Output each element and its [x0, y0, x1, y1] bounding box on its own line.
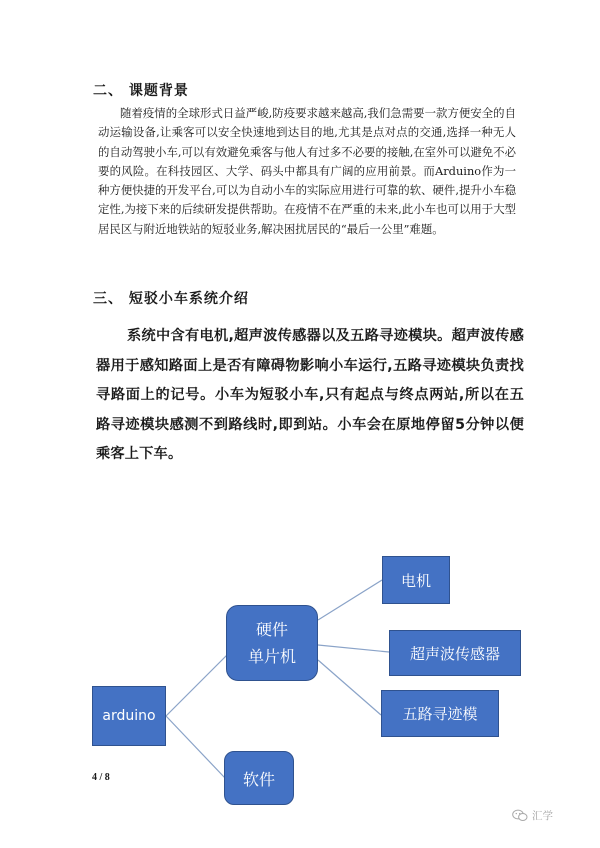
connector-root-software: [166, 716, 225, 778]
connector-hardware-ultrasonic: [318, 645, 389, 652]
diagram-node-tracker: [381, 690, 499, 737]
diagram-node-motor-label: 电机: [400, 571, 431, 590]
connector-root-hardware: [166, 655, 227, 716]
diagram-node-software-label: 软件: [242, 769, 275, 789]
diagram-node-ultrasonic: [389, 630, 521, 676]
diagram-node-arduino-label: arduino: [102, 708, 156, 724]
connector-hardware-motor: [318, 580, 382, 620]
diagram-node-hardware: [226, 605, 318, 681]
section-2-paragraph: 随着疫情的全球形式日益严峻,防疫要求越来越高,我们急需要一款方便安全的自动运输设备,让乘客可以安全快速地到达目的地,尤其是点对点的交通,选择一种无人的自动驾驶小车,可以有效避免乘客与他人有过多不必要的接触,在室外可以避免不必要的风险。在科技园区、大学、码头中都具有广阔的应用前景。而Arduino作为一种方便快捷的开发平台,可以为自动小车的实际应用进行可靠的软、硬件,提升小车稳定性,为接下来的后续研发提供帮助。在疫情不在严重的未来,此小车也可以用于大型居民区与附近地铁站的短驳业务,解决困扰居民的“最后一公里”难题。: [98, 106, 516, 236]
diagram-node-hardware-line2: 单片机: [247, 647, 296, 666]
diagram-node-software: [224, 751, 294, 805]
watermark: [512, 808, 553, 823]
section-3-heading: 三、 短驳小车系统介绍: [93, 291, 249, 307]
diagram-node-tracker-label: 五路寻迹模: [402, 705, 478, 723]
watermark-text: 汇学: [532, 810, 553, 822]
diagram-node-ultrasonic-label: 超声波传感器: [409, 644, 500, 663]
diagram-node-motor: [382, 556, 450, 604]
wechat-icon: [512, 809, 528, 822]
page-number: 4 / 8: [92, 772, 110, 783]
connector-hardware-tracker: [318, 660, 381, 715]
section-2-heading: 二、 课题背景: [93, 83, 189, 99]
diagram-node-arduino: [92, 686, 166, 746]
section-3-paragraph: 系统中含有电机,超声波传感器以及五路寻迹模块。超声波传感器用于感知路面上是否有障碍物影响小车运行,五路寻迹模块负责找寻路面上的记号。小车为短驳小车,只有起点与终点两站,所以在五路寻迹模块感测不到路线时,即到站。小车会在原地停留5分钟以便乘客上下车。: [96, 328, 524, 462]
diagram-node-hardware-line1: 硬件: [255, 620, 288, 639]
